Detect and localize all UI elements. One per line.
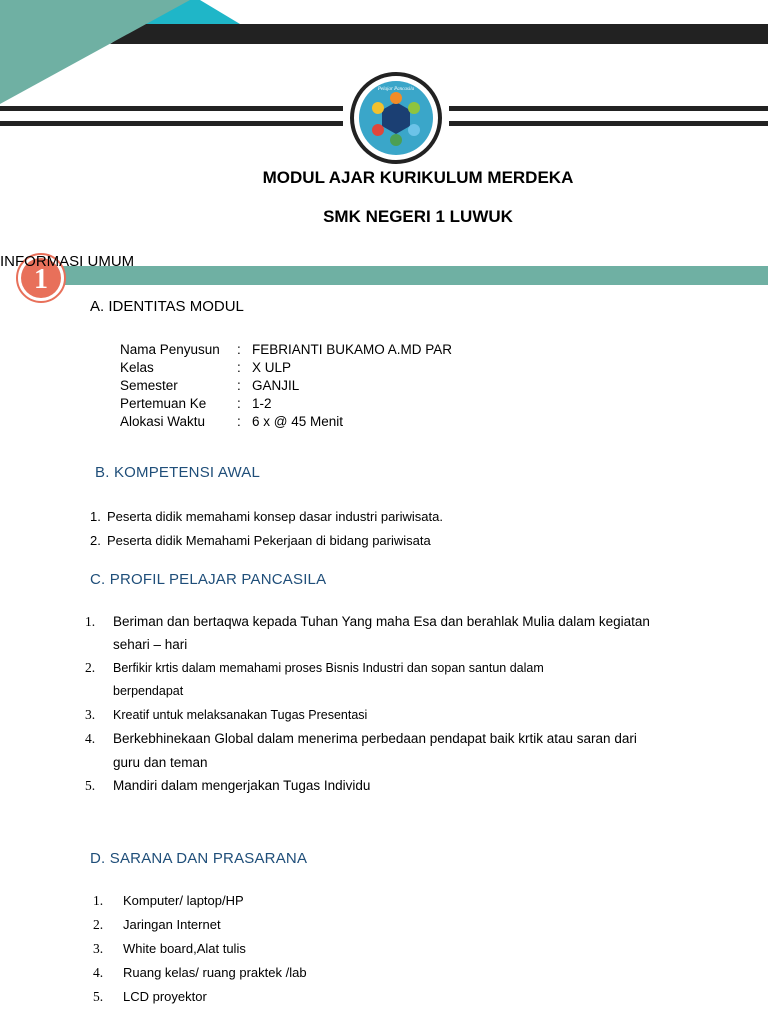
list-text-continued: sehari – hari — [113, 637, 188, 652]
heading-kompetensi-awal: B. KOMPETENSI AWAL — [95, 464, 261, 481]
identity-colon: : — [237, 360, 241, 375]
identity-value: X ULP — [252, 360, 292, 375]
identity-key: Kelas — [120, 360, 154, 375]
identity-colon: : — [237, 396, 241, 411]
section-label: INFORMASI UMUM — [0, 253, 135, 270]
dark-top-bar — [110, 24, 768, 44]
pelajar-pancasila-logo — [350, 72, 442, 164]
heading-profil-pelajar-pancasila: C. PROFIL PELAJAR PANCASILA — [90, 571, 327, 588]
list-number: 2. — [93, 917, 104, 932]
header-line-right-1 — [449, 106, 768, 111]
list-number: 4. — [85, 731, 96, 746]
identity-value: 1-2 — [252, 396, 272, 411]
header-line-right-2 — [449, 121, 768, 126]
list-number: 3. — [93, 941, 104, 956]
list-number: 1. — [93, 893, 104, 908]
header-line-left-2 — [0, 121, 343, 126]
list-text: Komputer/ laptop/HP — [123, 893, 244, 908]
list-text: LCD proyektor — [123, 989, 207, 1004]
badge-number: 1 — [34, 264, 48, 295]
identity-key: Nama Penyusun — [120, 342, 220, 357]
list-number: 5. — [85, 778, 96, 793]
identity-key: Alokasi Waktu — [120, 414, 206, 429]
list-text: Beriman dan bertaqwa kepada Tuhan Yang maha Esa dan berahlak Mulia dalam kegiatan — [113, 614, 650, 629]
list-text: White board,Alat tulis — [123, 941, 246, 956]
heading-identitas-modul: A. IDENTITAS MODUL — [90, 298, 244, 315]
list-number: 2. — [85, 660, 96, 675]
identity-colon: : — [237, 378, 241, 393]
list-item — [90, 509, 443, 524]
identity-value: GANJIL — [252, 378, 300, 393]
list-text: Kreatif untuk melaksanakan Tugas Presentasi — [113, 708, 368, 722]
list-number: 1. — [85, 614, 96, 629]
list-text: Berkebhinekaan Global dalam menerima perbedaan pendapat baik krtik atau saran dari — [113, 731, 637, 746]
list-text: Ruang kelas/ ruang praktek /lab — [123, 965, 307, 980]
list-text: Mandiri dalam mengerjakan Tugas Individu — [113, 778, 371, 793]
header-line-left-1 — [0, 106, 343, 111]
list-text: Peserta didik memahami konsep dasar industri pariwisata. — [107, 509, 443, 524]
identity-colon: : — [237, 414, 241, 429]
identity-key: Pertemuan Ke — [120, 396, 207, 411]
identity-key: Semester — [120, 378, 178, 393]
list-number: 4. — [93, 965, 104, 980]
list-text: Peserta didik Memahami Pekerjaan di bidang pariwisata — [107, 533, 431, 548]
teal-corner-triangle — [0, 0, 190, 104]
identity-value: 6 x @ 45 Menit — [252, 414, 343, 429]
heading-sarana-prasarana: D. SARANA DAN PRASARANA — [90, 850, 308, 867]
list-text-continued: berpendapat — [113, 684, 184, 698]
document-title: MODUL AJAR KURIKULUM MERDEKA — [262, 168, 574, 187]
logo-caption: Pelajar Pancasila — [377, 87, 415, 92]
list-text-continued: guru dan teman — [113, 755, 208, 770]
list-item — [90, 533, 431, 548]
list-number: 1. — [90, 509, 101, 524]
school-name: SMK NEGERI 1 LUWUK — [323, 207, 513, 226]
list-text: Berfikir krtis dalam memahami proses Bisnis Industri dan sopan santun dalam — [113, 661, 544, 675]
list-number: 2. — [90, 533, 101, 548]
list-number: 5. — [93, 989, 104, 1004]
list-number: 3. — [85, 707, 96, 722]
list-text: Jaringan Internet — [123, 917, 221, 932]
identity-colon: : — [237, 342, 241, 357]
identity-value: FEBRIANTI BUKAMO A.MD PAR — [252, 342, 453, 357]
